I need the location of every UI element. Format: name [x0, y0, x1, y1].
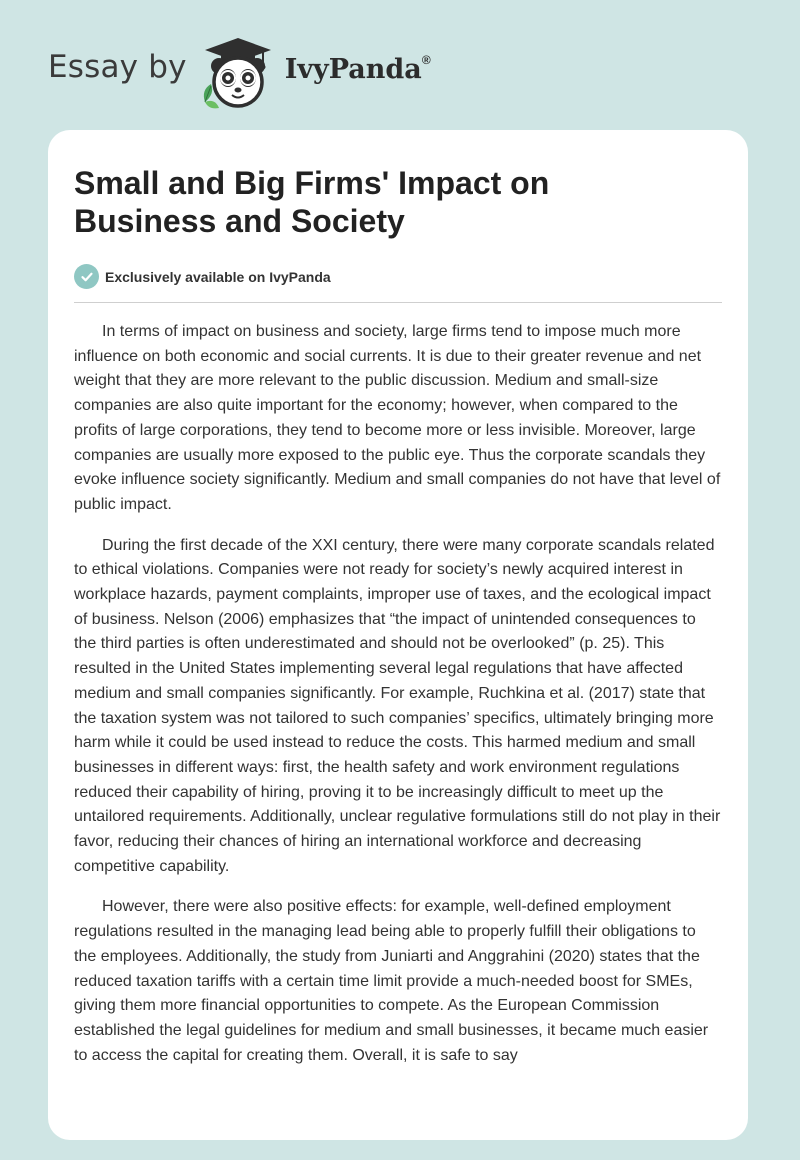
brand-label: IvyPanda [284, 53, 422, 85]
exclusive-badge [74, 264, 331, 289]
essay-body [74, 320, 722, 1140]
essay-by-label: Essay by [48, 49, 187, 85]
essay-title: Small and Big Firms' Impact on Business and Society [74, 165, 550, 239]
paragraph: In terms of impact on business and society, large firms tend to impose much more influence on both economic and social currents. It is due to their greater revenue and net weight that they are more relevant to the public discussion. Medium and small-size companies are also quite important for the economy; however, when compared to the profits of large corporations, they tend to become more or less invisible. Moreover, large companies are usually more exposed to the public eye. Thus the corporate scandals they evoke influence society significantly. Medium and small companies do not have that level of public impact. [74, 323, 721, 513]
site-header [48, 28, 431, 118]
check-circle-icon [74, 264, 99, 289]
registered-mark: ® [421, 52, 431, 67]
paragraph: During the first decade of the XXI century, there were many corporate scandals related to ethical violations. Companies were not ready for society’s newly acquired interest in workplace hazards, payment complaints, improper use of taxes, and the ecological impact of business. Nelson (2006) emphasizes that “the impact of unintended consequences to the third parties is often underestimated and should not be overlooked” (p. 25). This resulted in the United States implementing several legal regulations that have affected medium and small companies significantly. For example, Ruchkina et al. (2017) state that the taxation system was not tailored to such companies’ specifics, ultimately bringing more harm while it could be used instead to reduce the costs. This harmed medium and small businesses in different ways: first, the health safety and work environment regulations reduced their capability of hiring, proving it to be increasingly difficult to meet up the untailored requirements. Additionally, unclear regulative formulations still do not play in their favor, reducing their chances of hiring an international workforce and decreasing competitive capability. [74, 536, 721, 875]
paragraph: However, there were also positive effects: for example, well-defined employment regulations resulted in the managing lead being able to properly fulfill their obligations to the employees. Additionally, the study from Juniarti and Anggrahini (2020) states that the reduced taxation tariffs with a certain time limit provide a much-needed boost for SMEs, giving them more financial opportunities to compete. As the European Commission established the legal guidelines for medium and small businesses, it became much easier to access the capital for creating them. Overall, it is safe to say [74, 898, 709, 1064]
brand-name[interactable] [285, 54, 431, 85]
divider [74, 302, 722, 303]
exclusive-label: Exclusively available on IvyPanda [105, 268, 331, 285]
panda-logo-icon[interactable] [197, 32, 279, 114]
essay-card [48, 130, 748, 1140]
